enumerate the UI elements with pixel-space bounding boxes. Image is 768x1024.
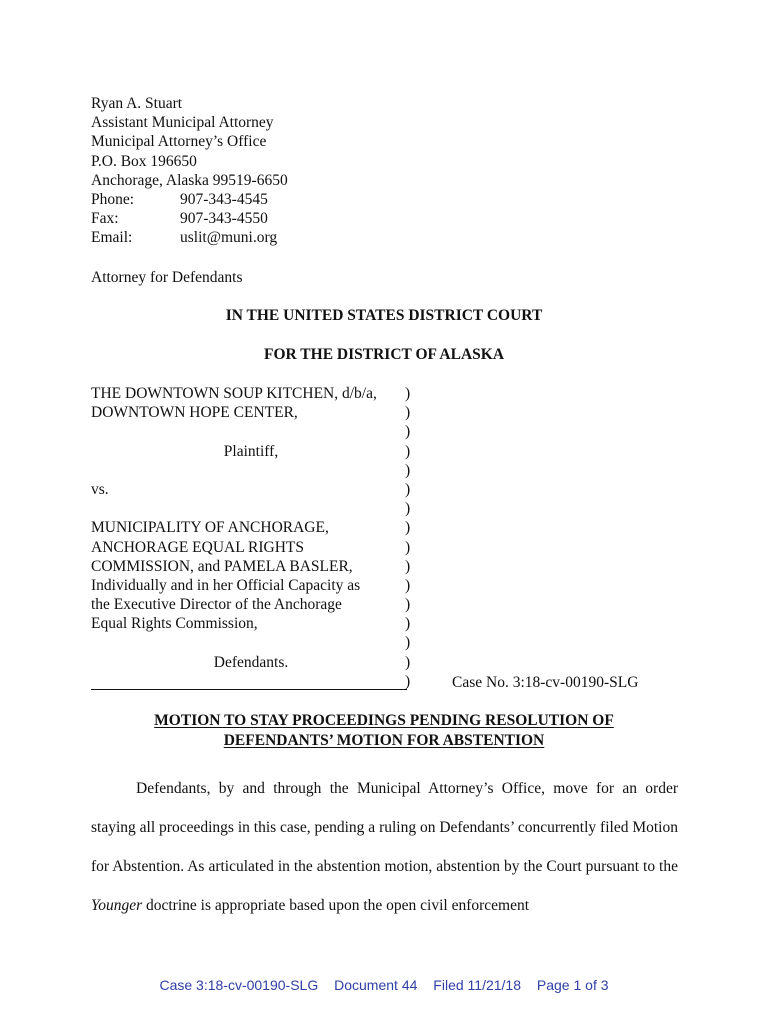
email-label: Email: — [91, 229, 133, 247]
phone-value: 907-343-4545 — [180, 191, 268, 209]
court-district: FOR THE DISTRICT OF ALASKA — [263, 346, 505, 363]
body-text-start: Defendants, by and through the Municipal Attorney’s Office, move for an order staying all proceedings in this case, pending a ruling on Defendants’ concurrently filed Motion for Abstention. As articulated in the abstention motion, abstention by the Court pursuant to the — [91, 780, 678, 875]
paren: ) — [405, 576, 411, 594]
paren: ) — [405, 385, 411, 402]
caption-parentheses — [405, 384, 410, 691]
paren: ) — [405, 404, 411, 422]
plaintiff-label: Plaintiff, — [223, 442, 279, 460]
motion-title-line-2: DEFENDANTS’ MOTION FOR ABSTENTION — [223, 731, 545, 749]
plaintiff-line-2: DOWNTOWN HOPE CENTER, — [91, 404, 298, 422]
defendant-line-3: COMMISSION, and PAMELA BASLER, — [91, 557, 353, 575]
paren: ) — [405, 480, 411, 498]
paren: ) — [405, 596, 411, 614]
paren: ) — [405, 423, 411, 441]
paren: ) — [405, 672, 411, 690]
defendant-line-1: MUNICIPALITY OF ANCHORAGE, — [91, 519, 329, 537]
email-value: uslit@muni.org — [180, 229, 278, 247]
paren: ) — [405, 653, 411, 671]
paren: ) — [405, 442, 411, 460]
case-number: Case No. 3:18-cv-00190-SLG — [452, 674, 639, 691]
fax-row — [91, 209, 288, 228]
email-row — [91, 228, 288, 247]
motion-title-line-1: MOTION TO STAY PROCEEDINGS PENDING RESOLUTION OF — [154, 712, 614, 729]
footer-filed: Filed 11/21/18 — [433, 977, 521, 993]
paren: ) — [405, 538, 411, 556]
attorney-header — [91, 94, 288, 248]
footer-case: Case 3:18-cv-00190-SLG — [159, 977, 319, 993]
court-title: IN THE UNITED STATES DISTRICT COURT — [225, 307, 543, 324]
plaintiff-line-1: THE DOWNTOWN SOUP KITCHEN, d/b/a, — [91, 385, 377, 402]
defendant-line-2: ANCHORAGE EQUAL RIGHTS — [91, 538, 304, 556]
footer-document: Document 44 — [334, 977, 418, 993]
attorney-po-box: P.O. Box 196650 — [91, 152, 197, 170]
paren: ) — [405, 519, 411, 537]
attorney-for: Attorney for Defendants — [91, 269, 243, 286]
attorney-office: Municipal Attorney’s Office — [91, 133, 267, 151]
fax-value: 907-343-4550 — [180, 210, 268, 228]
attorney-name: Ryan A. Stuart — [91, 95, 183, 112]
body-italic-term: Younger — [91, 897, 143, 914]
paren: ) — [405, 634, 411, 652]
vs-label: vs. — [91, 480, 109, 498]
ecf-footer — [0, 977, 768, 993]
defendant-line-5: the Executive Director of the Anchorage — [91, 596, 342, 614]
motion-body — [91, 769, 678, 925]
phone-row — [91, 190, 288, 209]
paren: ) — [405, 461, 411, 479]
defendant-line-4: Individually and in her Official Capacity as — [91, 576, 361, 594]
attorney-city: Anchorage, Alaska 99519-6650 — [91, 171, 288, 189]
paren: ) — [405, 557, 411, 575]
body-text-end: doctrine is appropriate based upon the open civil enforcement — [142, 897, 530, 914]
paren: ) — [405, 500, 411, 518]
caption-rule — [91, 689, 407, 690]
footer-page: Page 1 of 3 — [536, 977, 609, 993]
fax-label: Fax: — [91, 210, 119, 228]
defendants-label: Defendants. — [213, 653, 289, 671]
defendant-line-6: Equal Rights Commission, — [91, 615, 258, 633]
phone-label: Phone: — [91, 191, 135, 209]
paren: ) — [405, 615, 411, 633]
attorney-title: Assistant Municipal Attorney — [91, 114, 274, 132]
motion-title — [0, 711, 768, 750]
case-caption — [91, 384, 411, 672]
